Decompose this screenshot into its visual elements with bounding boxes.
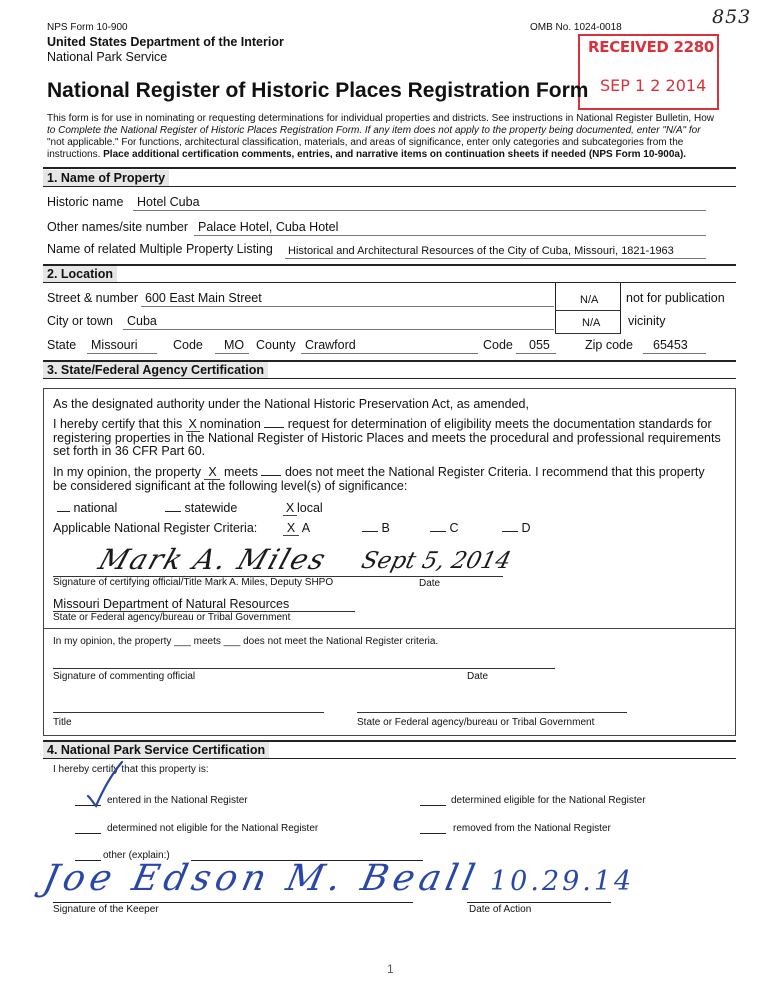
cert-line-3: set forth in 36 CFR Part 60.	[53, 444, 206, 458]
county-code-value[interactable]: 055	[529, 338, 550, 352]
not-for-publication-label: not for publication	[626, 291, 725, 305]
na-vicinity[interactable]: N/A	[582, 317, 601, 329]
local-label: local	[297, 501, 323, 515]
section1-rule-bottom	[43, 186, 736, 187]
request-blank[interactable]	[264, 417, 284, 428]
intro-line-2: to Complete the National Register of Historic Places Registration Form. If any item does not apply to the property being documented, enter "N/A" for	[47, 125, 701, 136]
certifying-date: Sept 5, 2014	[358, 548, 514, 574]
zip-value[interactable]: 65453	[653, 338, 688, 352]
historic-name-label: Historic name	[47, 195, 124, 209]
local-check[interactable]: X	[283, 501, 297, 516]
removed-label: removed from the National Register	[453, 823, 611, 834]
county-label: County	[256, 338, 296, 352]
not-eligible-blank	[75, 833, 101, 834]
national-blank[interactable]	[57, 501, 70, 512]
cert-line-1a: I hereby certify that this	[53, 417, 186, 431]
street-value[interactable]: 600 East Main Street	[145, 291, 262, 305]
state-value[interactable]: Missouri	[91, 338, 138, 352]
title-label: Title	[53, 717, 72, 728]
keeper-signature: Joe Edson M. Beall	[39, 858, 484, 899]
city-label: City or town	[47, 314, 113, 328]
criteria-c-blank[interactable]	[430, 521, 446, 532]
other-label: other (explain:)	[103, 850, 170, 861]
opinion-1b: meets	[220, 465, 262, 479]
agency-value[interactable]: Missouri Department of Natural Resources	[53, 597, 290, 611]
opinion-1c: does not meet the National Register Criteria. I recommend that this property	[281, 465, 705, 479]
state-code-underline	[215, 353, 249, 354]
action-date-label: Date of Action	[469, 904, 532, 915]
opinion-1a: In my opinion, the property	[53, 465, 205, 479]
keeper-date-line	[467, 902, 611, 903]
title-line-left	[53, 712, 324, 713]
county-code-label: Code	[483, 338, 513, 352]
na-box-right	[620, 282, 621, 334]
na-box-left	[555, 282, 556, 334]
street-underline	[141, 306, 554, 307]
historic-name-underline	[133, 210, 706, 211]
city-value[interactable]: Cuba	[127, 314, 157, 328]
section4-rule-bottom	[43, 758, 736, 759]
state-label: State	[47, 338, 77, 352]
nomination-check[interactable]: X	[186, 417, 200, 432]
eligible-blank	[420, 805, 446, 806]
level-national	[57, 501, 117, 515]
service-name: National Park Service	[47, 50, 168, 64]
other-names-underline	[194, 235, 706, 236]
intro-line-4	[47, 149, 686, 160]
criteria-d-blank[interactable]	[502, 521, 518, 532]
street-label: Street & number	[47, 291, 139, 305]
criteria-b	[362, 521, 390, 535]
criteria-a-check[interactable]: X	[283, 521, 299, 536]
section3-rule-bottom	[43, 378, 736, 379]
county-value[interactable]: Crawford	[305, 338, 356, 352]
cert-line-1	[53, 417, 712, 432]
other-names-label: Other names/site number	[47, 220, 189, 234]
commenting-date-label: Date	[467, 671, 489, 682]
cert-line-1b: nomination	[199, 417, 265, 431]
cert-line-2: registering properties in the National Register of Historic Places and meets the procedural and professional requirements	[53, 431, 721, 445]
county-code-underline	[516, 353, 556, 354]
intro-line-4b: Place additional certification comments, entries, and narrative items on continuation sheets if needed (NPS Form 10-900a).	[103, 149, 687, 160]
zip-label: Zip code	[585, 338, 633, 352]
commenting-sig-line	[53, 668, 555, 669]
nps-certify-text: I hereby certify that this property is:	[53, 764, 209, 775]
form-title: National Register of Historic Places Registration Form	[47, 79, 589, 102]
intro-line-3: "not applicable." For functions, architectural classification, materials, and areas of significance, enter only categories and subcategories from the	[47, 137, 684, 148]
comment-divider	[44, 628, 735, 629]
cert-authority: As the designated authority under the National Historic Preservation Act, as amended,	[53, 397, 529, 411]
intro-line-4a: instructions.	[47, 149, 104, 160]
section4-heading: 4. National Park Service Certification	[43, 742, 269, 758]
title-line-right	[357, 712, 627, 713]
state-code-value[interactable]: MO	[224, 338, 245, 352]
criteria-c-label: C	[449, 521, 459, 535]
department-name: United States Department of the Interior	[47, 35, 284, 49]
na-publication[interactable]: N/A	[580, 294, 599, 306]
city-underline	[123, 329, 554, 330]
county-underline	[301, 353, 478, 354]
agency-label-2: State or Federal agency/bureau or Tribal Government	[357, 717, 595, 728]
section3-heading: 3. State/Federal Agency Certification	[43, 362, 268, 378]
statewide-label: statewide	[184, 501, 238, 515]
na-box-bottom	[555, 333, 621, 334]
criteria-d	[502, 521, 531, 535]
handwritten-number: 853	[712, 6, 752, 28]
mpl-label: Name of related Multiple Property Listing	[47, 242, 273, 256]
not-meet-blank[interactable]	[261, 465, 281, 476]
form-number: NPS Form 10-900	[47, 22, 128, 33]
criteria-b-label: B	[381, 521, 390, 535]
na-box-mid	[555, 310, 621, 311]
national-label: national	[73, 501, 118, 515]
vicinity-label: vicinity	[628, 314, 666, 328]
removed-blank	[420, 833, 446, 834]
mpl-value[interactable]: Historical and Architectural Resources of the City of Cuba, Missouri, 1821-1963	[288, 245, 674, 257]
stamp-date-text: SEP 1 2 2014	[600, 76, 707, 95]
opinion-line-2: be considered significant at the following level(s) of significance:	[53, 479, 408, 493]
omb-number: OMB No. 1024-0018	[530, 22, 622, 33]
level-statewide	[165, 501, 237, 515]
section2-rule-top	[43, 264, 736, 266]
signature-date-label: Date	[419, 578, 441, 589]
meets-check[interactable]: X	[204, 465, 220, 480]
cert-line-1c: request for determination of eligibility meets the documentation standards for	[284, 417, 712, 431]
section2-rule-bottom	[43, 282, 736, 283]
criteria-c	[430, 521, 459, 535]
criteria-label: Applicable National Register Criteria:	[53, 521, 258, 535]
checkmark-icon	[80, 760, 130, 810]
keeper-label: Signature of the Keeper	[53, 904, 159, 915]
level-local	[283, 501, 323, 516]
criteria-a-label: A	[301, 521, 311, 535]
opinion-line-1	[53, 465, 705, 480]
intro-line-1: This form is for use in nominating or requesting determinations for individual properties and districts. See instructions in National Register Bulletin, How	[47, 113, 714, 124]
eligible-label: determined eligible for the National Register	[451, 795, 646, 806]
criteria-a	[283, 521, 310, 536]
not-eligible-label: determined not eligible for the National Register	[107, 823, 319, 834]
entered-label: entered in the National Register	[107, 795, 248, 806]
criteria-b-blank[interactable]	[362, 521, 378, 532]
certifying-signature: Mark A. Miles	[94, 543, 332, 576]
other-names-value[interactable]: Palace Hotel, Cuba Hotel	[198, 220, 339, 234]
section1-rule-top	[43, 167, 736, 169]
opinion-commenting: In my opinion, the property ___ meets ___ does not meet the National Register criteria.	[53, 636, 439, 647]
keeper-sig-line	[53, 902, 413, 903]
page-number: 1	[387, 962, 394, 976]
keeper-date: 10.29.14	[490, 866, 635, 897]
criteria-d-label: D	[521, 521, 531, 535]
section2-heading: 2. Location	[43, 266, 117, 282]
mpl-underline	[285, 258, 706, 259]
commenting-label: Signature of commenting official	[53, 671, 196, 682]
zip-underline	[643, 353, 706, 354]
signature-label: Signature of certifying official/Title Mark A. Miles, Deputy SHPO	[53, 577, 334, 588]
historic-name-value[interactable]: Hotel Cuba	[137, 195, 200, 209]
agency-label: State or Federal agency/bureau or Tribal Government	[53, 612, 291, 623]
state-code-label: Code	[173, 338, 203, 352]
state-underline	[87, 353, 157, 354]
section1-heading: 1. Name of Property	[43, 170, 169, 186]
statewide-blank[interactable]	[165, 501, 181, 512]
stamp-received-text: RECEIVED 2280	[588, 38, 715, 56]
